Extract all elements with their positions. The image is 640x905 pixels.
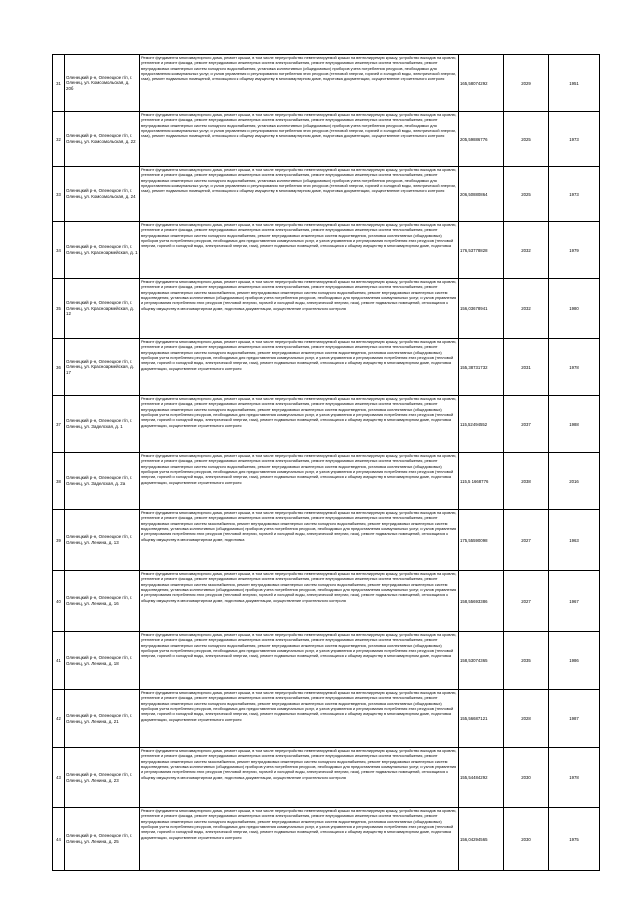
build-year-cell: 1975 — [549, 808, 600, 871]
cost-cell: 155,38731732 — [459, 339, 504, 396]
works-cell — [140, 112, 459, 167]
row-number: 36 — [53, 339, 65, 396]
table-row — [53, 748, 600, 808]
table-row — [53, 167, 600, 222]
row-number: 34 — [53, 222, 65, 279]
repair-year-cell: 2035 — [504, 632, 549, 690]
build-year-cell: 1967 — [549, 571, 600, 632]
cost-cell: 156,04294565 — [459, 808, 504, 871]
works-text: Ремонт фундамента многоквартирного дома, ремонт крыши, в том числе переустройство невентилируемой крыши на вентилируемую крышу, устройство выходов на кровлю, утепление и ремонт фасада, ремонт внутридомовых инженерных систем электроснабжения, ремонт внутридомовых инженерных систем теплоснабжения, ремонт внутридомовых инженерных систем газоснабжения, ремонт внутридомовых инженерных систем холодного водоснабжения, ремонт внутридомовых инженерных систем водоотведения, установка коллективных (общедомовых) приборов учета потребления ресурсов, необходимых для предоставления коммунальных услуг, и узлов управления и регулирования потребления этих ресурсов (тепловой энергии, горячей и холодной воды, электрической энергии, газа), ремонт подвальных помещений, относящихся к общему имуществу в многоквартирном доме, подготовка документации, осуществление строительного контроля — [141, 748, 457, 780]
row-number: 40 — [53, 571, 65, 632]
address-cell: Оленецкий р-н, Оленецкое г/п, г. Оленец, ул. Комсомольская, д. 20б — [65, 55, 140, 112]
works-cell — [140, 510, 459, 571]
cost-cell: 155,54484292 — [459, 748, 504, 808]
address-cell: Оленецкий р-н, Оленецкое г/п, г. Оленец, ул. Красноармейская, д. 1 — [65, 222, 140, 279]
cost-cell: 176,53778828 — [459, 222, 504, 279]
table-body — [53, 55, 600, 871]
repair-year-cell: 2028 — [504, 690, 549, 748]
works-cell — [140, 571, 459, 632]
row-number: 43 — [53, 748, 65, 808]
row-number: 44 — [53, 808, 65, 871]
cost-cell: 158,53074365 — [459, 632, 504, 690]
repair-year-cell: 2037 — [504, 396, 549, 453]
works-cell — [140, 396, 459, 453]
works-cell — [140, 55, 459, 112]
repair-year-cell: 2025 — [504, 167, 549, 222]
build-year-cell: 1978 — [549, 339, 600, 396]
works-cell — [140, 632, 459, 690]
address-cell: Оленецкий р-н, Оленецкое г/п, г. Оленец, ул. Ленина, д. 16 — [65, 571, 140, 632]
cost-cell: 175,55590098 — [459, 510, 504, 571]
works-text: Ремонт фундамента многоквартирного дома, ремонт крыши, в том числе переустройство невентилируемой крыши на вентилируемую крышу, устройство выходов на кровлю, утепление и ремонт фасада, ремонт внутридомовых инженерных систем электроснабжения, ремонт внутридомовых инженерных систем теплоснабжения, ремонт внутридомовых инженерных систем холодного водоснабжения, ремонт внутридомовых инженерных систем водоотведения, установка коллективных (общедомовых) приборов учета потребления ресурсов, необходимых для предоставления коммунальных услуг, и узлов управления и регулирования потребления этих ресурсов (тепловой энергии, горячей и холодной воды, электрической энергии, газа), ремонт подвальных помещений, относящихся к общему имуществу в многоквартирном доме, подготовка документации, осуществление строительного контроля — [141, 453, 457, 485]
works-cell — [140, 279, 459, 339]
row-number: 42 — [53, 690, 65, 748]
works-cell — [140, 453, 459, 510]
works-text: Ремонт фундамента многоквартирного дома, ремонт крыши, в том числе переустройство невентилируемой крыши на вентилируемую крышу, устройство выходов на кровлю, утепление и ремонт фасада, ремонт внутридомовых инженерных систем электроснабжения, ремонт внутридомовых инженерных систем теплоснабжения, ремонт внутридомовых инженерных систем холодного водоснабжения, ремонт внутридомовых инженерных систем водоотведения, установка коллективных (общедомовых) приборов учета потребления ресурсов, необходимых для предоставления коммунальных услуг, и узлов управления и регулирования потребления этих ресурсов (тепловой энергии, горячей и холодной воды, электрической энергии, газа), ремонт подвальных помещений, относящихся к общему имуществу в многоквартирном доме, подготовка документации, осуществление строительного контроля — [141, 808, 457, 840]
cost-cell: 155,56687121 — [459, 690, 504, 748]
repair-year-cell: 2025 — [504, 112, 549, 167]
table-row — [53, 112, 600, 167]
capital-repair-table — [52, 54, 600, 871]
build-year-cell: 1973 — [549, 167, 600, 222]
address-cell: Оленецкий р-н, Оленецкое г/п, г. Оленец, ул. Ленина, д. 25 — [65, 808, 140, 871]
repair-year-cell: 2031 — [504, 339, 549, 396]
address-cell: Оленецкий р-н, Оленецкое г/п, г. Оленец, ул. Заделская, д. 1 — [65, 396, 140, 453]
row-number: 39 — [53, 510, 65, 571]
row-number: 35 — [53, 279, 65, 339]
repair-year-cell: 2027 — [504, 510, 549, 571]
works-text: Ремонт фундамента многоквартирного дома, ремонт крыши, в том числе переустройство невентилируемой крыши на вентилируемую крышу, устройство выходов на кровлю, утепление и ремонт фасада, ремонт внутридомовых инженерных систем электроснабжения, ремонт внутридомовых инженерных систем теплоснабжения, ремонт внутридомовых инженерных систем холодного водоснабжения, ремонт внутридомовых инженерных систем водоотведения, установка коллективных (общедомовых) приборов учета потребления ресурсов, необходимых для предоставления коммунальных услуг, и узлов управления и регулирования потребления этих ресурсов (тепловой энергии, горячей и холодной воды, электрической энергии, газа), ремонт подвальных помещений, относящихся к общему имуществу в многоквартирном доме, подготовка — [141, 222, 457, 249]
address-cell: Оленецкий р-н, Оленецкое г/п, г. Оленец, ул. Ленина, д. 23 — [65, 748, 140, 808]
address-cell: Оленецкий р-н, Оленецкое г/п, г. Оленец, ул. Ленина, д. 21 — [65, 690, 140, 748]
repair-year-cell: 2032 — [504, 222, 549, 279]
build-year-cell: 1987 — [549, 690, 600, 748]
build-year-cell: 2016 — [549, 453, 600, 510]
cost-cell: 165,58074292 — [459, 55, 504, 112]
works-cell — [140, 339, 459, 396]
build-year-cell: 1986 — [549, 632, 600, 690]
row-number: 37 — [53, 396, 65, 453]
table-row — [53, 279, 600, 339]
row-number: 32 — [53, 112, 65, 167]
address-cell: Оленецкий р-н, Оленецкое г/п, г. Оленец, ул. Красноармейская, д. 17 — [65, 339, 140, 396]
works-cell — [140, 748, 459, 808]
table-row — [53, 339, 600, 396]
build-year-cell: 1951 — [549, 55, 600, 112]
works-cell — [140, 222, 459, 279]
works-text: Ремонт фундамента многоквартирного дома, ремонт крыши, в том числе переустройство невентилируемой крыши на вентилируемую крышу, устройство выходов на кровлю, утепление и ремонт фасада, ремонт внутридомовых инженерных систем электроснабжения, ремонт внутридомовых инженерных систем теплоснабжения, ремонт внутридомовых инженерных систем холодного водоснабжения, ремонт внутридомовых инженерных систем водоотведения, установка коллективных (общедомовых) приборов учета потребления ресурсов, необходимых для предоставления коммунальных услуг, и узлов управления и регулирования потребления этих ресурсов (тепловой энергии, горячей и холодной воды, электрической энергии, газа), ремонт подвальных помещений, относящихся к общему имуществу в многоквартирном доме, подготовка документации, осуществление строительного контроля — [141, 396, 457, 428]
address-cell: Оленецкий р-н, Оленецкое г/п, г. Оленец, ул. Заделская, д. 2а — [65, 453, 140, 510]
build-year-cell: 1978 — [549, 748, 600, 808]
build-year-cell: 1980 — [549, 279, 600, 339]
cost-cell: 205,59886776 — [459, 112, 504, 167]
works-cell — [140, 690, 459, 748]
address-cell: Оленецкий р-н, Оленецкое г/п, г. Оленец, ул. Ленина, д. 18 — [65, 632, 140, 690]
works-text: Ремонт фундамента многоквартирного дома, ремонт крыши, в том числе переустройство невентилируемой крыши на вентилируемую крышу, устройство выходов на кровлю, утепление и ремонт фасада, ремонт внутридомовых инженерных систем электроснабжения, ремонт внутридомовых инженерных систем теплоснабжения, ремонт внутридомовых инженерных систем холодного водоснабжения, установка коллективных (общедомовых) приборов учета потребления ресурсов, необходимых для предоставления коммунальных услуг, и узлов управления и регулирования потребления этих ресурсов (тепловой энергии, горячей и холодной воды, электрической энергии, газа), ремонт подвальных помещений, относящихся к общему имуществу в многоквартирном доме, подготовка документации, осуществление строительного контроля — [141, 112, 457, 139]
row-number: 31 — [53, 55, 65, 112]
build-year-cell: 1963 — [549, 510, 600, 571]
works-text: Ремонт фундамента многоквартирного дома, ремонт крыши, в том числе переустройство невентилируемой крыши на вентилируемую крышу, устройство выходов на кровлю, утепление и ремонт фасада, ремонт внутридомовых инженерных систем электроснабжения, ремонт внутридомовых инженерных систем теплоснабжения, ремонт внутридомовых инженерных систем холодного водоснабжения, ремонт внутридомовых инженерных систем водоотведения, установка коллективных (общедомовых) приборов учета потребления ресурсов, необходимых для предоставления коммунальных услуг, и узлов управления и регулирования потребления этих ресурсов (тепловой энергии, горячей и холодной воды, электрической энергии, газа), ремонт подвальных помещений, относящихся к общему имуществу в многоквартирном доме, подготовка документации, осуществление строительного контроля — [141, 690, 457, 722]
row-number: 33 — [53, 167, 65, 222]
works-text: Ремонт фундамента многоквартирного дома, ремонт крыши, в том числе переустройство невентилируемой крыши на вентилируемую крышу, устройство выходов на кровлю, утепление и ремонт фасада, ремонт внутридомовых инженерных систем электроснабжения, ремонт внутридомовых инженерных систем теплоснабжения, ремонт внутридомовых инженерных систем газоснабжения, ремонт внутридомовых инженерных систем холодного водоснабжения, ремонт внутридомовых инженерных систем водоотведения, установка коллективных (общедомовых) приборов учета потребления ресурсов, необходимых для предоставления коммунальных услуг, и узлов управления и регулирования потребления этих ресурсов (тепловой энергии, горячей и холодной воды, электрической энергии, газа), ремонт подвальных помещений, относящихся к общему имуществу в многоквартирном доме, подготовка документации, осуществление строительного контроля — [141, 571, 457, 603]
table-row — [53, 222, 600, 279]
cost-cell: 158,55693386 — [459, 571, 504, 632]
repair-year-cell: 2027 — [504, 571, 549, 632]
cost-cell: 115,52494552 — [459, 396, 504, 453]
repair-year-cell: 2032 — [504, 279, 549, 339]
build-year-cell: 1973 — [549, 112, 600, 167]
repair-year-cell: 2030 — [504, 748, 549, 808]
build-year-cell: 1988 — [549, 396, 600, 453]
address-cell: Оленецкий р-н, Оленецкое г/п, г. Оленец, ул. Комсомольская, д. 22 — [65, 112, 140, 167]
build-year-cell: 1979 — [549, 222, 600, 279]
row-number: 41 — [53, 632, 65, 690]
works-cell — [140, 808, 459, 871]
repair-year-cell: 2038 — [504, 453, 549, 510]
works-text: Ремонт фундамента многоквартирного дома, ремонт крыши, в том числе переустройство невентилируемой крыши на вентилируемую крышу, устройство выходов на кровлю, утепление и ремонт фасада, ремонт внутридомовых инженерных систем электроснабжения, ремонт внутридомовых инженерных систем теплоснабжения, ремонт внутридомовых инженерных систем газоснабжения, ремонт внутридомовых инженерных систем холодного водоснабжения, ремонт внутридомовых инженерных систем водоотведения, установка коллективных (общедомовых) приборов учета потребления ресурсов, необходимых для предоставления коммунальных услуг, и узлов управления и регулирования потребления этих ресурсов (тепловой энергии, горячей и холодной воды, электрической энергии, газа), ремонт подвальных помещений, относящихся к общему имуществу в многоквартирном доме, подготовка — [141, 510, 457, 542]
works-text: Ремонт фундамента многоквартирного дома, ремонт крыши, в том числе переустройство невентилируемой крыши на вентилируемую крышу, устройство выходов на кровлю, утепление и ремонт фасада, ремонт внутридомовых инженерных систем электроснабжения, ремонт внутридомовых инженерных систем теплоснабжения, ремонт внутридомовых инженерных систем холодного водоснабжения, установка коллективных (общедомовых) приборов учета потребления ресурсов, необходимых для предоставления коммунальных услуг, и узлов управления и регулирования потребления этих ресурсов (тепловой энергии, горячей и холодной воды, электрической энергии, газа), ремонт подвальных помещений, относящихся к общему имуществу в многоквартирном доме, подготовка документации, осуществление строительного контроля — [141, 55, 457, 82]
cost-cell: 115,5 1668776 — [459, 453, 504, 510]
address-cell: Оленецкий р-н, Оленецкое г/п, г. Оленец, ул. Ленина, д. 13 — [65, 510, 140, 571]
table-row — [53, 690, 600, 748]
row-number: 38 — [53, 453, 65, 510]
repair-year-cell: 2030 — [504, 808, 549, 871]
table-row — [53, 510, 600, 571]
table-row — [53, 453, 600, 510]
address-cell: Оленецкий р-н, Оленецкое г/п, г. Оленец, ул. Комсомольская, д. 24 — [65, 167, 140, 222]
works-text: Ремонт фундамента многоквартирного дома, ремонт крыши, в том числе переустройство невентилируемой крыши на вентилируемую крышу, устройство выходов на кровлю, утепление и ремонт фасада, ремонт внутридомовых инженерных систем электроснабжения, ремонт внутридомовых инженерных систем теплоснабжения, ремонт внутридомовых инженерных систем холодного водоснабжения, ремонт внутридомовых инженерных систем водоотведения, установка коллективных (общедомовых) приборов учета потребления ресурсов, необходимых для предоставления коммунальных услуг, и узлов управления и регулирования потребления этих ресурсов (тепловой энергии, горячей и холодной воды, электрической энергии, газа), ремонт подвальных помещений, относящихся к общему имуществу в многоквартирном доме, подготовка — [141, 632, 457, 659]
works-text: Ремонт фундамента многоквартирного дома, ремонт крыши, в том числе переустройство невентилируемой крыши на вентилируемую крышу, устройство выходов на кровлю, утепление и ремонт фасада, ремонт внутридомовых инженерных систем электроснабжения, ремонт внутридомовых инженерных систем теплоснабжения, ремонт внутридомовых инженерных систем холодного водоснабжения, установка коллективных (общедомовых) приборов учета потребления ресурсов, необходимых для предоставления коммунальных услуг, и узлов управления и регулирования потребления этих ресурсов (тепловой энергии, горячей и холодной воды, электрической энергии, газа), ремонт подвальных помещений, относящихся к общему имуществу в многоквартирном доме, подготовка документации, осуществление строительного контроля — [141, 167, 457, 194]
cost-cell: 156,03678941 — [459, 279, 504, 339]
table-row — [53, 55, 600, 112]
table-row — [53, 571, 600, 632]
works-text: Ремонт фундамента многоквартирного дома, ремонт крыши, в том числе переустройство невентилируемой крыши на вентилируемую крышу, устройство выходов на кровлю, утепление и ремонт фасада, ремонт внутридомовых инженерных систем электроснабжения, ремонт внутридомовых инженерных систем теплоснабжения, ремонт внутридомовых инженерных систем газоснабжения, ремонт внутридомовых инженерных систем холодного водоснабжения, ремонт внутридомовых инженерных систем водоотведения, установка коллективных (общедомовых) приборов учета потребления ресурсов, необходимых для предоставления коммунальных услуг, и узлов управления и регулирования потребления этих ресурсов (тепловой энергии, горячей и холодной воды, электрической энергии, газа), ремонт подвальных помещений, относящихся к общему имуществу в многоквартирном доме, подготовка документации, осуществление строительного контроля — [141, 279, 457, 311]
works-text: Ремонт фундамента многоквартирного дома, ремонт крыши, в том числе переустройство невентилируемой крыши на вентилируемую крышу, устройство выходов на кровлю, утепление и ремонт фасада, ремонт внутридомовых инженерных систем электроснабжения, ремонт внутридомовых инженерных систем теплоснабжения, ремонт внутридомовых инженерных систем холодного водоснабжения, ремонт внутридомовых инженерных систем водоотведения, установка коллективных (общедомовых) приборов учета потребления ресурсов, необходимых для предоставления коммунальных услуг, и узлов управления и регулирования потребления этих ресурсов (тепловой энергии, горячей и холодной воды, электрической энергии, газа), ремонт подвальных помещений, относящихся к общему имуществу в многоквартирном доме, подготовка документации, осуществление строительного контроля — [141, 339, 457, 371]
table-row — [53, 632, 600, 690]
cost-cell: 206,50880864 — [459, 167, 504, 222]
address-cell: Оленецкий р-н, Оленецкое г/п, г. Оленец, ул. Красноармейская, д. 12 — [65, 279, 140, 339]
works-cell — [140, 167, 459, 222]
repair-year-cell: 2029 — [504, 55, 549, 112]
table-row — [53, 808, 600, 871]
table-row — [53, 396, 600, 453]
